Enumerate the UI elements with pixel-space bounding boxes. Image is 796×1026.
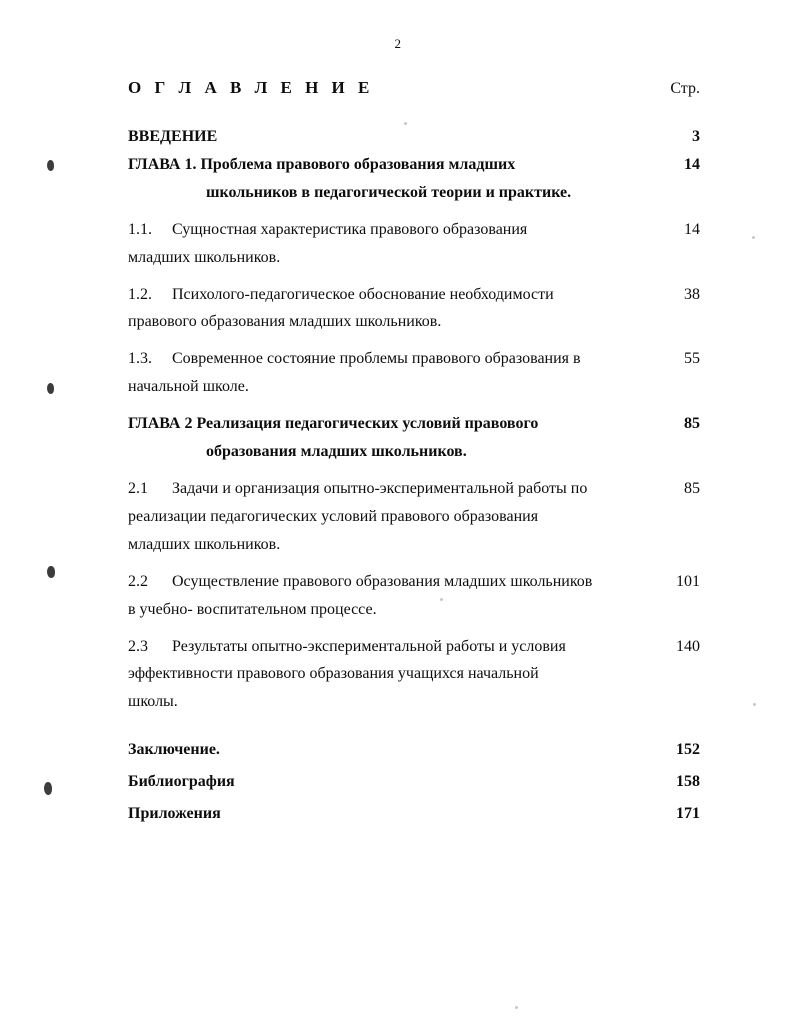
scan-speck-icon bbox=[752, 236, 755, 239]
toc-entry-1-1[interactable] bbox=[128, 217, 700, 243]
toc-entry-chapter-2-cont bbox=[128, 439, 700, 465]
toc-entry-index: 2.3 bbox=[128, 637, 148, 655]
toc-entry-page: 140 bbox=[676, 637, 700, 655]
scan-speck-icon bbox=[404, 122, 407, 125]
toc-entry-text: эффективности правового образования учащихся начальной bbox=[128, 665, 539, 683]
toc-entry-2-3[interactable] bbox=[128, 634, 700, 660]
scan-speck-icon bbox=[753, 703, 756, 706]
toc-entry-chapter-1[interactable] bbox=[128, 152, 700, 178]
toc-entry-text: Приложения bbox=[128, 805, 221, 823]
toc-entry-appendices[interactable] bbox=[128, 801, 700, 827]
toc-entry-text: младших школьников. bbox=[128, 535, 281, 553]
toc-entry-2-1-cont-1 bbox=[128, 504, 700, 530]
toc-entry-2-3-cont-1 bbox=[128, 661, 700, 687]
toc-entry-2-2[interactable] bbox=[128, 569, 700, 595]
toc-entry-text bbox=[128, 217, 642, 243]
toc-entry-title: Результаты опытно-экспериментальной работы и условия bbox=[172, 637, 566, 655]
toc-entry-text: ГЛАВА 1. Проблема правового образования младших bbox=[128, 155, 516, 173]
toc-entry-1-1-cont bbox=[128, 245, 700, 271]
toc-entry-1-2[interactable] bbox=[128, 282, 700, 308]
toc-entry-page: 38 bbox=[684, 285, 700, 303]
page-title: О Г Л А В Л Е Н И Е bbox=[128, 78, 374, 97]
toc-entry-index: 2.2 bbox=[128, 572, 148, 590]
scan-artifact-icon bbox=[47, 566, 55, 578]
toc-entry-page: 85 bbox=[684, 479, 700, 497]
toc-entry-page: 101 bbox=[676, 572, 700, 590]
toc-entry-text bbox=[128, 634, 642, 660]
toc-header bbox=[128, 78, 700, 98]
toc-entry-index: 1.1. bbox=[128, 220, 152, 238]
toc-entry-text: начальной школе. bbox=[128, 378, 249, 396]
toc-entry-1-2-cont bbox=[128, 309, 700, 335]
toc-entry-page: 14 bbox=[684, 220, 700, 238]
toc-entry-index: 2.1 bbox=[128, 479, 148, 497]
toc-entry-2-3-cont-2 bbox=[128, 689, 700, 715]
toc-entry-text: школы. bbox=[128, 693, 178, 711]
toc-entry-introduction[interactable] bbox=[128, 124, 700, 150]
scan-artifact-icon bbox=[47, 383, 54, 394]
toc-entry-text: школьников в педагогической теории и практике. bbox=[206, 183, 572, 201]
toc-entry-text bbox=[128, 282, 642, 308]
toc-entry-page: 152 bbox=[676, 741, 700, 759]
toc-entry-page: 3 bbox=[692, 128, 700, 145]
toc-entry-text: Библиография bbox=[128, 773, 235, 791]
page-number: 2 bbox=[394, 36, 402, 51]
toc-entry-text: ВВЕДЕНИЕ bbox=[128, 128, 218, 145]
section-spacer bbox=[128, 717, 700, 731]
toc-entry-text: младших школьников. bbox=[128, 248, 281, 266]
toc-entry-text bbox=[128, 476, 642, 502]
toc-entry-text: Заключение. bbox=[128, 741, 220, 759]
toc-entry-1-3-cont bbox=[128, 374, 700, 400]
toc-entry-2-1-cont-2 bbox=[128, 532, 700, 558]
scan-speck-icon bbox=[440, 598, 443, 601]
toc-entry-title: Современное состояние проблемы правового образования в bbox=[172, 350, 581, 368]
toc-entry-page: 14 bbox=[684, 155, 700, 173]
toc-entry-page: 85 bbox=[684, 415, 700, 433]
toc-entry-index: 1.3. bbox=[128, 350, 152, 368]
scan-artifact-icon bbox=[44, 782, 52, 795]
toc-entry-text: правового образования младших школьников. bbox=[128, 313, 442, 331]
toc-entry-conclusion[interactable] bbox=[128, 737, 700, 763]
toc-entry-2-1[interactable] bbox=[128, 476, 700, 502]
scan-artifact-icon bbox=[47, 160, 54, 171]
toc-entry-chapter-1-cont bbox=[128, 180, 700, 206]
toc-entry-text: ГЛАВА 2 Реализация педагогических условий правового bbox=[128, 415, 539, 433]
toc-entry-title: Осуществление правового образования младших школьников bbox=[172, 572, 593, 590]
toc-entry-index: 1.2. bbox=[128, 285, 152, 303]
toc-entry-text bbox=[128, 346, 642, 372]
toc-entry-text: реализации педагогических условий правового образования bbox=[128, 507, 539, 525]
toc-entry-page: 55 bbox=[684, 350, 700, 368]
toc-entry-title: Сущностная характеристика правового образования bbox=[172, 220, 528, 238]
scan-speck-icon bbox=[515, 1006, 518, 1009]
toc-entry-text bbox=[128, 569, 642, 595]
toc-entry-chapter-2[interactable] bbox=[128, 411, 700, 437]
table-of-contents bbox=[128, 78, 700, 829]
toc-entry-page: 158 bbox=[676, 773, 700, 791]
toc-entry-page: 171 bbox=[676, 805, 700, 823]
toc-entry-title: Психолого-педагогическое обоснование необходимости bbox=[172, 285, 554, 303]
toc-entry-title: Задачи и организация опытно-экспериментальной работы по bbox=[172, 479, 588, 497]
toc-entry-text: в учебно- воспитательном процессе. bbox=[128, 600, 377, 618]
toc-entry-1-3[interactable] bbox=[128, 346, 700, 372]
toc-entry-text: образования младших школьников. bbox=[206, 443, 467, 461]
toc-entry-bibliography[interactable] bbox=[128, 769, 700, 795]
pages-column-label: Стр. bbox=[670, 80, 700, 97]
toc-entry-2-2-cont bbox=[128, 597, 700, 623]
